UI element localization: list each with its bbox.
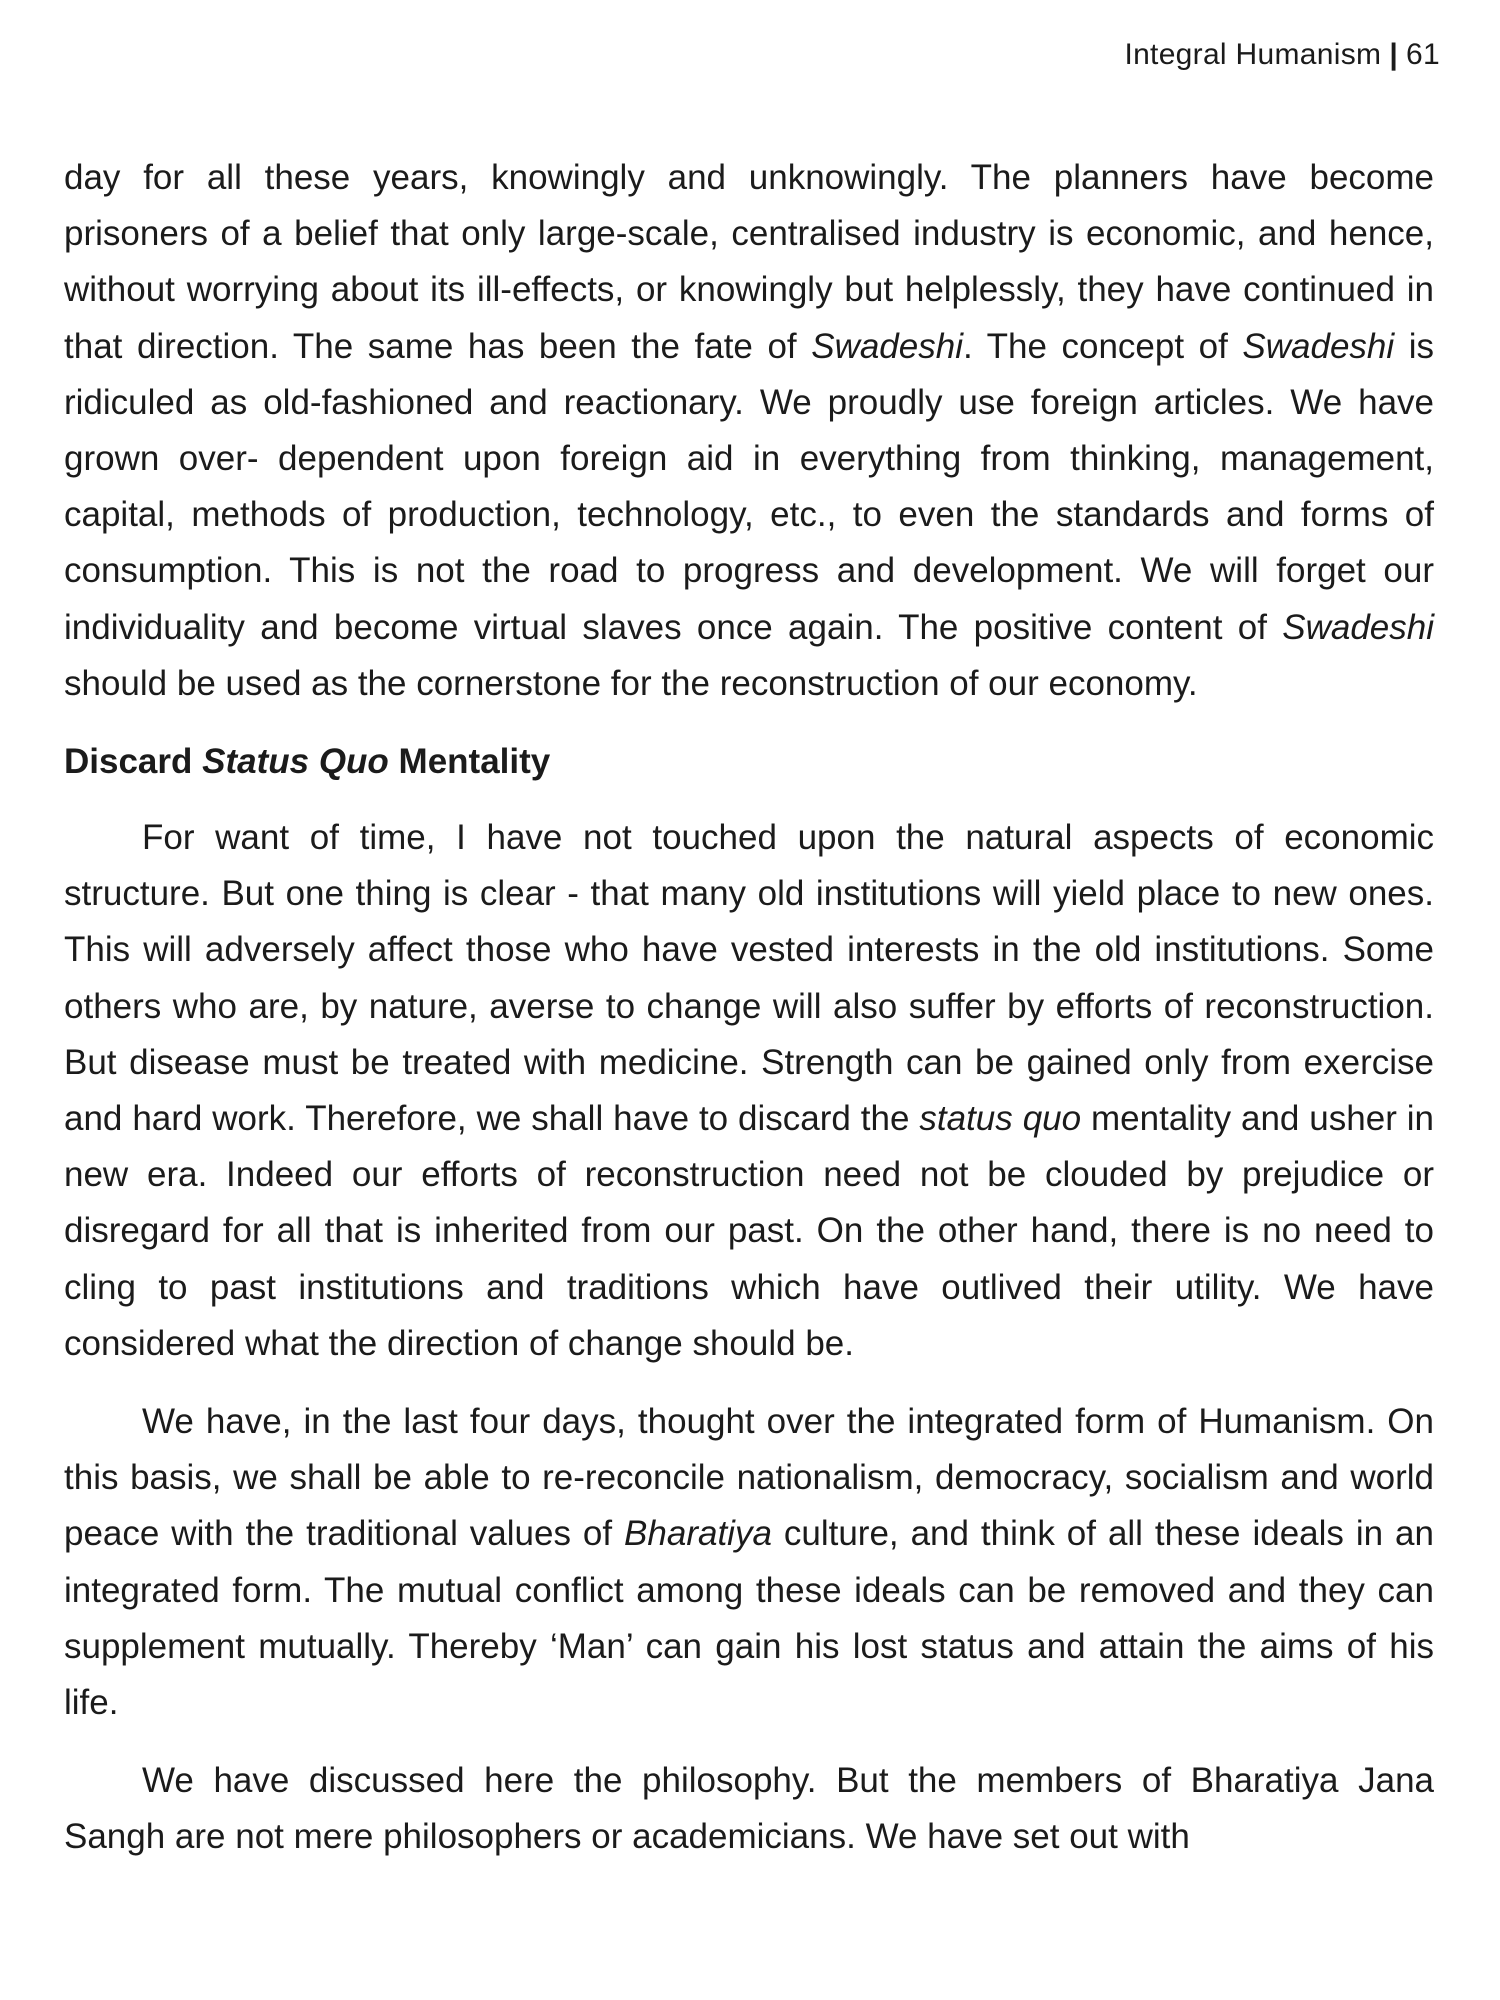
italic-term: Swadeshi (1282, 607, 1434, 647)
page-number: 61 (1406, 38, 1440, 71)
paragraph-1: day for all these years, knowingly and unknowingly. The planners have become prisoners of a belief that only large-scale, centralised industry is economic, and hence, without worrying about its ill-effects, or knowingly but helplessly, they have continued in that direction. The same has been the fate of Swadeshi. The concept of Swadeshi is ridiculed as old-fashioned and reactionary. We proudly use foreign articles. We have grown over- dependent upon foreign aid in everything from thinking, management, capital, methods of production, technology, etc., to even the standards and forms of consumption. This is not the road to progress and development. We will forget our individuality and become virtual slaves once again. The positive content of Swadeshi should be used as the cornerstone for the reconstruction of our economy. (64, 158, 1435, 703)
italic-term: Bharatiya (624, 1514, 772, 1554)
italic-term: Swadeshi (1242, 326, 1395, 366)
header-separator: | (1389, 38, 1399, 71)
italic-term: Swadeshi (811, 326, 963, 366)
italic-term: status quo (919, 1099, 1082, 1139)
paragraph-2: For want of time, I have not touched upon the natural aspects of economic structure. But one thing is clear - that many old institutions will yield place to new ones. This will adversely affect those who have vested interests in the old institutions. Some others who are, by nature, averse to change will also suffer by efforts of reconstruction. But disease must be treated with medicine. Strength can be gained only from exercise and hard work. Therefore, we shall have to discard the status quo mentality and usher in new era. Indeed our efforts of reconstruction need not be clouded by prejudice or disregard for all that is inherited from our past. On the other hand, there is no need to cling to past institutions and traditions which have outlived their utility. We have considered what the direction of change should be. (64, 818, 1435, 1363)
book-title: Integral Humanism (1124, 38, 1382, 71)
section-heading: Discard Status Quo Mentality (64, 742, 551, 782)
running-header (1124, 38, 1440, 72)
body-text (64, 150, 1434, 1866)
italic-term: Status Quo (202, 742, 389, 782)
paragraph-3: We have, in the last four days, thought over the integrated form of Humanism. On this basis, we shall be able to re-reconcile nationalism, democracy, socialism and world peace with the traditional values of Bharatiya culture, and think of all these ideals in an integrated form. The mutual conflict among these ideals can be removed and they can supplement mutually. Thereby ‘Man’ can gain his lost status and attain the aims of his life. (64, 1402, 1434, 1723)
paragraph-4: We have discussed here the philosophy. But the members of Bharatiya Jana Sangh are not mere philosophers or academicians. We have set out with (64, 1761, 1434, 1857)
